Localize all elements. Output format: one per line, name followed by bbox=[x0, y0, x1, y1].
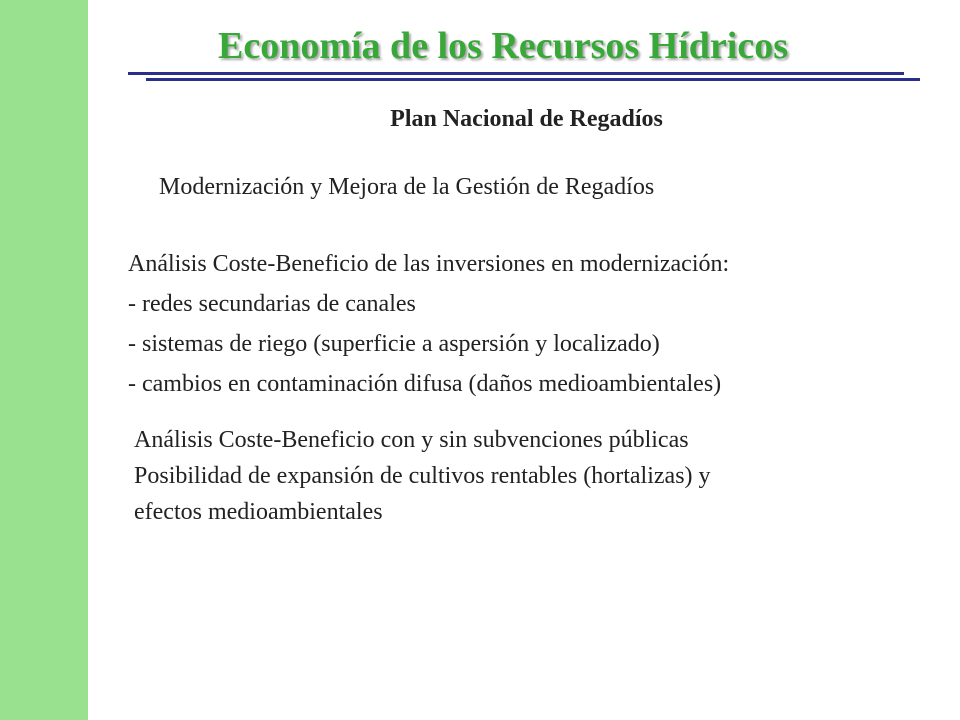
cost-benefit-block bbox=[128, 244, 729, 404]
slide-subtitle: Plan Nacional de Regadíos bbox=[390, 106, 663, 132]
title-underline-bottom bbox=[146, 78, 920, 81]
bullet-line: - redes secundarias de canales bbox=[128, 291, 416, 317]
section-heading: Modernización y Mejora de la Gestión de Regadíos bbox=[159, 174, 655, 200]
subsidy-block bbox=[134, 422, 711, 530]
bullet-line: - cambios en contaminación difusa (daños medioambientales) bbox=[128, 371, 722, 397]
title-underline-top bbox=[128, 72, 904, 75]
bullet-line: - sistemas de riego (superficie a aspersión y localizado) bbox=[128, 331, 660, 357]
text-line: Análisis Coste-Beneficio de las inversiones en modernización: bbox=[128, 251, 730, 277]
text-line: Análisis Coste-Beneficio con y sin subvenciones públicas bbox=[134, 427, 689, 453]
slide-title: Economía de los Recursos Hídricos bbox=[218, 25, 788, 67]
text-line: Posibilidad de expansión de cultivos rentables (hortalizas) y bbox=[134, 463, 711, 489]
text-line: efectos medioambientales bbox=[134, 499, 383, 525]
